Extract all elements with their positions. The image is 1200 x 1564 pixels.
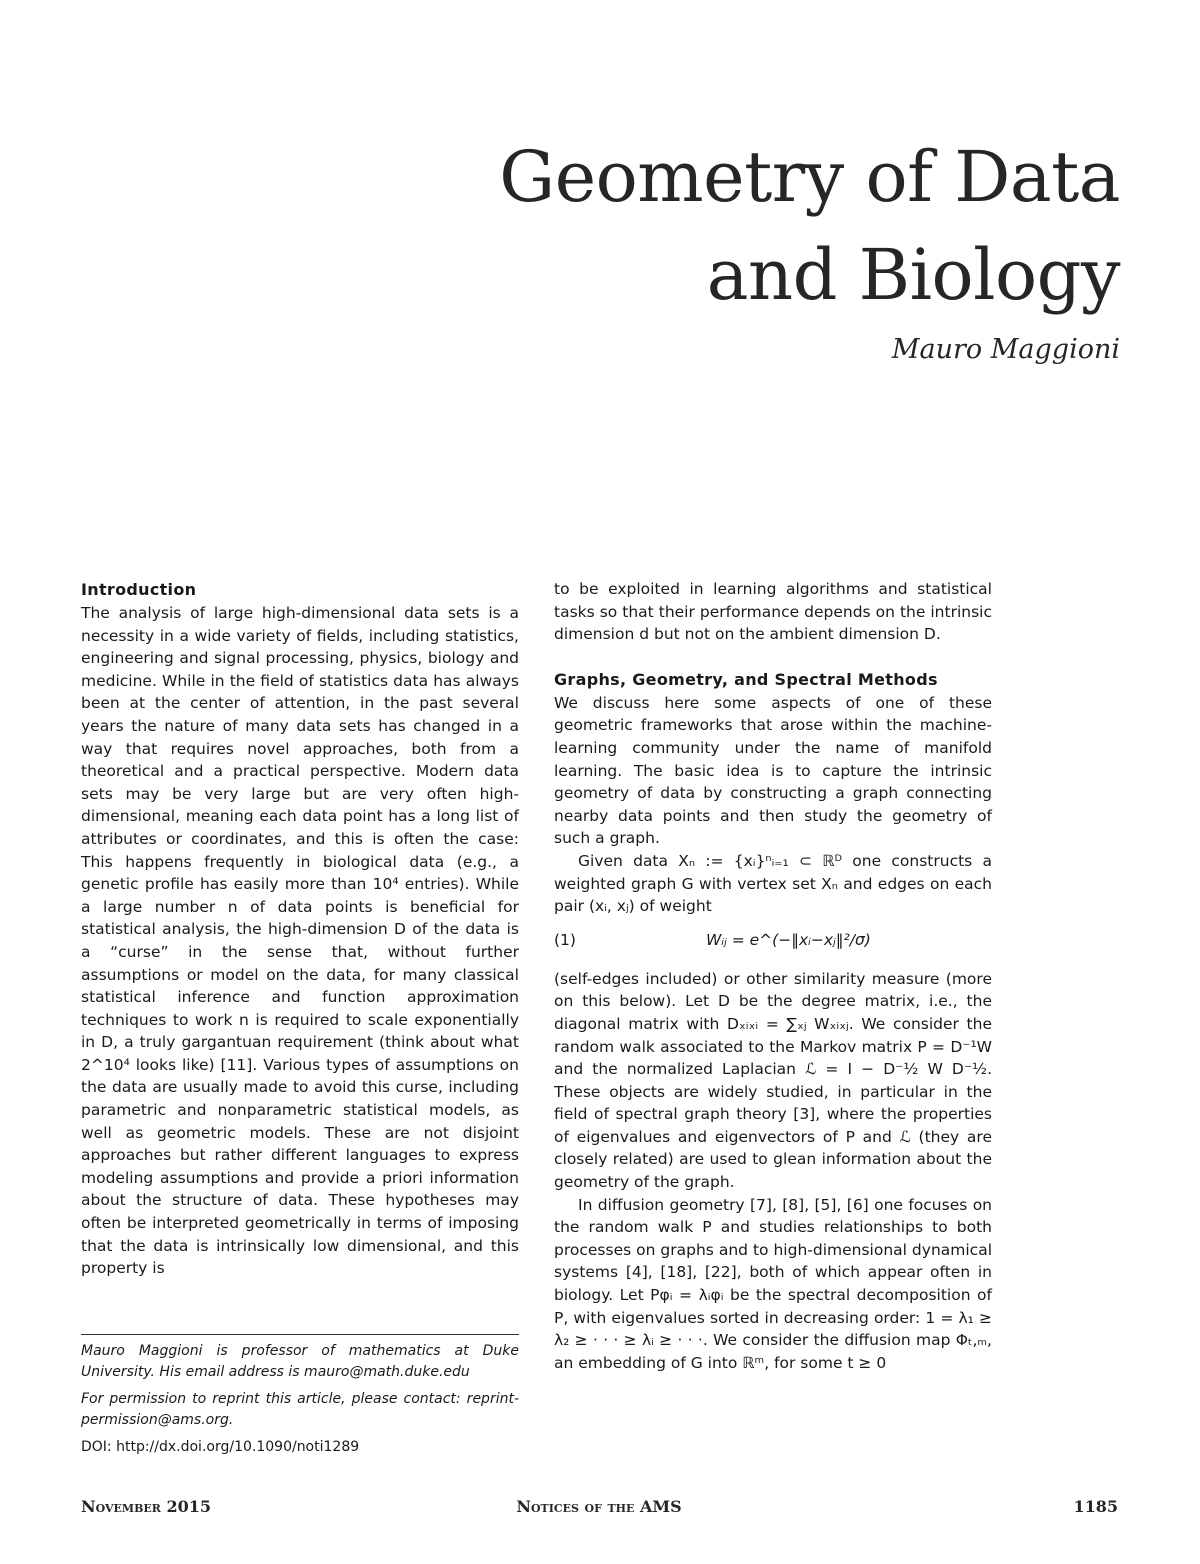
doi-footnote: DOI: http://dx.doi.org/10.1090/noti1289 [81, 1439, 360, 1455]
permission-footnote: For permission to reprint this article, please contact: reprint-permission@ams.org. [81, 1391, 519, 1428]
author-bio-footnote: Mauro Maggioni is professor of mathematics at Duke University. His email address is mauro@math.duke.edu [81, 1343, 519, 1380]
footnotes [81, 1334, 519, 1464]
footer-date: November 2015 [81, 1497, 212, 1516]
graphs-paragraph-4: In diffusion geometry [7], [8], [5], [6] one focuses on the random walk P and studies relationships to both processes on graphs and to high-dimensional dynamical systems [4], [18], [22], both of which appear often in biology. Let Pφᵢ = λᵢφᵢ be the spectral decomposition of P, with eigenvalues sorted in decreasing order: 1 = λ₁ ≥ λ₂ ≥ · · · ≥ λᵢ ≥ · · ·. We consider the diffusion map Φₜ,ₘ, an embedding of G into ℝᵐ, for some t ≥ 0 [554, 1195, 992, 1372]
title-line-2: and Biology [706, 234, 1120, 316]
equation-formula: Wᵢⱼ = e^(−‖xᵢ−xⱼ‖²/σ) [706, 930, 871, 949]
left-column [81, 578, 519, 1280]
footer-page-number: 1185 [1073, 1497, 1118, 1516]
page-footer [81, 1497, 1118, 1521]
introduction-paragraph: The analysis of large high-dimensional data sets is a necessity in a wide variety of fields, including statistics, engineering and signal processing, physics, biology and medicine. While in the field of statistics data has always been at the center of attention, in the past several years the nature of many data sets has changed in a way that requires novel approaches, both from a theoretical and a practical perspective. Modern data sets may be very large but are very often high-dimensional, meaning each data point has a long list of attributes or coordinates, and this is often the case: This happens frequently in biological data (e.g., a genetic profile has easily more than 10⁴ entries). While a large number n of data points is beneficial for statistical analysis, the high-dimension D of the data is a “curse” in the sense that, without further assumptions or model on the data, for many classical statistical inference and function approximation techniques to work n is required to scale exponentially in D, a truly gargantuan requirement (think about what 2^10⁴ looks like) [11]. Various types of assumptions on the data are usually made to avoid this curse, including parametric and nonparametric statistical models, as well as geometric models. These are not disjoint approaches but rather different languages to express modeling assumptions and provide a priori information about the structure of data. These hypotheses may often be interpreted geometrically in terms of imposing that the data is intrinsically low dimensional, and this property is [81, 604, 519, 1278]
graphs-paragraph-1: We discuss here some aspects of one of these geometric frameworks that arose within the machine-learning community under the name of manifold learning. The basic idea is to capture the intrinsic geometry of data by constructing a graph connecting nearby data points and then study the geometry of such a graph. [554, 693, 992, 848]
introduction-heading: Introduction [81, 580, 197, 599]
title-line-1: Geometry of Data [499, 136, 1120, 218]
footer-journal: Notices of the AMS [516, 1497, 682, 1516]
equation-number: (1) [554, 930, 576, 949]
graphs-paragraph-2: Given data Xₙ := {xᵢ}ⁿᵢ₌₁ ⊂ ℝᴰ one constructs a weighted graph G with vertex set Xₙ and edges on each pair (xᵢ, xⱼ) of weight [554, 851, 992, 916]
graphs-heading: Graphs, Geometry, and Spectral Methods [554, 669, 938, 689]
author-name: Mauro Maggioni [891, 334, 1120, 365]
introduction-continuation: to be exploited in learning algorithms and statistical tasks so that their performance depends on the intrinsic dimension d but not on the ambient dimension D. [554, 580, 992, 644]
right-column [554, 578, 992, 1374]
graphs-paragraph-3: (self-edges included) or other similarity measure (more on this below). Let D be the degree matrix, i.e., the diagonal matrix with Dₓᵢₓᵢ = ∑ₓⱼ Wₓᵢₓⱼ. We consider the random walk associated to the Markov matrix P = D⁻¹W and the normalized Laplacian ℒ = I − D⁻½ W D⁻½. These objects are widely studied, in particular in the field of spectral graph theory [3], where the properties of eigenvalues and eigenvectors of P and ℒ (they are closely related) are used to glean information about the geometry of the graph. [554, 969, 992, 1192]
equation-1 [554, 918, 992, 968]
article-title [120, 128, 1120, 324]
